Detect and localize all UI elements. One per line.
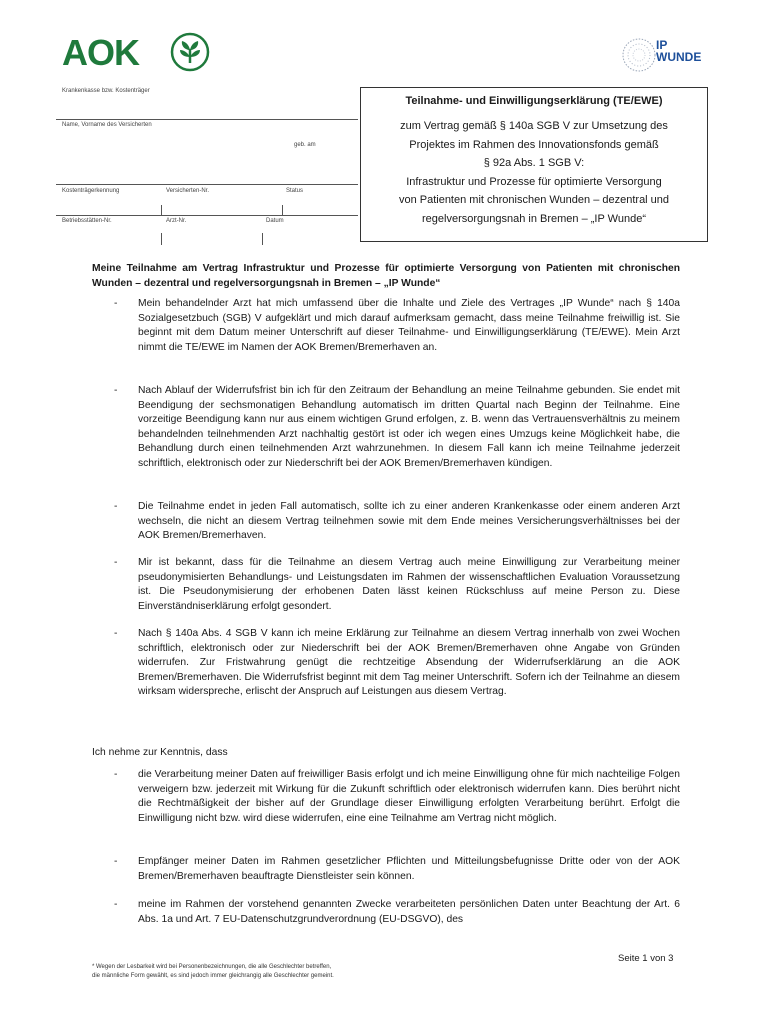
ip-logo-line1: IP <box>656 38 668 52</box>
list-item-text: Nach Ablauf der Widerrufsfrist bin ich für den Zeitraum der Behandlung an meine Teilnahme gebunden. Sie endet mit Beendigung der sechsmonatigen Behandlung automatisch im dritten Quartal nach Beginn der Teilnahme. Eine vorzeitige Beendigung kann nur aus einem wichtigen Grund erfolgen, z. B. wenn das Vertrauensverhältnis zu meinem behandelnden teilnehmenden Arzt nachhaltig gestört ist oder ich wegen eines Umzugs keine Möglichkeit habe, die Behandlung durch einen teilnehmenden Arzt wahrzunehmen. In diesem Fall kann ich meine Teilnahme jederzeit schriftlich, elektronisch oder zur Niederschrift bei der AOK Bremen/Bremerhaven kündigen. <box>138 385 680 469</box>
list-dash: - <box>114 385 118 396</box>
list-dash: - <box>114 501 118 512</box>
list-item <box>92 898 680 927</box>
list-item <box>92 384 680 471</box>
ip-wunde-globe-icon <box>620 36 658 74</box>
aok-wordmark: AOK <box>62 32 139 73</box>
list-dash: - <box>114 899 118 910</box>
status-label: Status <box>286 188 304 194</box>
list-dash: - <box>114 557 118 568</box>
document-title: Teilnahme- und Einwilligungserklärung (TE/EWE) <box>405 95 663 107</box>
ip-wunde-logo <box>620 36 715 74</box>
title-description <box>361 117 707 228</box>
list-item-text: die Verarbeitung meiner Daten auf freiwilliger Basis erfolgt und ich meine Einwilligung ohne für mich nachteilige Folgen verweigern bzw. jederzeit mit Wirkung für die Zukunft schriftlich oder elektronisch widerrufen kann. Dies berührt nicht die Rechtmäßigkeit der bisher auf der Grundlage dieser Einwilligung erfolgten Verarbeitung berührt. Erfolgt die Einwilligung nicht bzw. wird diese widerrufen, eine eine Teilnahme am Vertrag nicht möglich. <box>138 769 680 824</box>
list-item <box>92 500 680 544</box>
list-item-text: Mir ist bekannt, dass für die Teilnahme an diesem Vertrag auch meine Einwilligung zur Verarbeitung meiner pseudonymisierten Behandlungs- und Leistungsdaten im Rahmen der wissenschaftlichen Evaluation Voraussetzung ist. Die Pseudonymisierung der erhobenen Daten lässt keinen Rückschluss auf meine Person zu. Diese Einverständniserklärung erfolgt gesondert. <box>138 557 680 612</box>
divider <box>56 184 358 185</box>
ip-logo-line2: WUNDE <box>656 50 702 64</box>
page-number: Seite 1 von 3 <box>618 953 674 964</box>
footnote <box>92 963 334 981</box>
list-item <box>92 855 680 884</box>
krankenkasse-label: Krankenkasse bzw. Kostenträger <box>62 88 150 94</box>
field-separator <box>282 205 283 215</box>
field-separator <box>161 233 162 245</box>
list-item <box>92 297 680 355</box>
list-item <box>92 627 680 700</box>
name-label: Name, Vorname des Versicherten <box>62 122 152 128</box>
aok-tree-icon <box>170 32 210 72</box>
list-dash: - <box>114 298 118 309</box>
list-item <box>92 556 680 614</box>
list-dash: - <box>114 856 118 867</box>
title-line: § 92a Abs. 1 SGB V: <box>483 157 585 169</box>
title-line: Infrastruktur und Prozesse für optimierte Versorgung <box>406 175 662 188</box>
list-dash: - <box>114 628 118 639</box>
aok-logo <box>62 32 212 76</box>
title-line: von Patienten mit chronischen Wunden – dezentral und <box>398 194 670 206</box>
list-item-text: Mein behandelnder Arzt hat mich umfassend über die Inhalte und Ziele des Vertrages „IP Wunde“ nach § 140a Sozialgesetzbuch (SGB) V aufgeklärt und mich darauf aufmerksam gemacht, dass meine Teilnahme freiwillig ist. Sie beginnt mit dem Datum meiner Unterschrift auf dieser Teilnahme- und Einwilligungserklärung (TE/EWE). Mein Arzt nimmt die TE/EWE im Namen der AOK Bremen/Bremerhaven an. <box>138 298 680 353</box>
list-item-text: Empfänger meiner Daten im Rahmen gesetzlicher Pflichten und Mitteilungsbefugnisse Dritte oder von der AOK Bremen/Bremerhaven beauftragte Dienstleister sein können. <box>138 856 680 882</box>
datum-label: Datum <box>266 218 284 224</box>
footnote-line: die männliche Form gewählt, es sind jedoch immer gleichrangig alle Geschlechter gemeint. <box>92 973 334 979</box>
section-heading: Meine Teilnahme am Vertrag Infrastruktur und Prozesse für optimierte Versorgung von Patienten mit chronischen Wunden – dezentral und regelversorgungsnah in Bremen – „IP Wunde“ <box>92 263 680 289</box>
insurance-form <box>56 87 358 246</box>
title-box <box>360 87 708 242</box>
title-line: zum Vertrag gemäß § 140a SGB V zur Umsetzung des <box>400 120 668 132</box>
list-item-text: Nach § 140a Abs. 4 SGB V kann ich meine Erklärung zur Teilnahme an diesem Vertrag innerhalb von zwei Wochen schriftlich, elektronisch oder zur Niederschrift bei der AOK Bremen/Bremerhaven ohne Angabe von Gründen widerrufen. Zur Fristwahrung genügt die rechtzeitige Absendung der Widerrufserklärung an die AOK Bremen/Bremerhaven. Die Widerrufsfrist beginnt mit dem Tag meiner Unterschrift. Sofern ich der Teilnahme an diesem wirksam widerspreche, erlischt der Anspruch auf Leistungen aus diesem Vertrag. <box>138 628 680 697</box>
list-item-text: meine im Rahmen der vorstehend genannten Zwecke verarbeiteten persönlichen Daten unter Beachtung der Art. 6 Abs. 1a und Art. 7 EU-Datenschutzgrundverordnung (EU-DSGVO), des <box>138 899 680 925</box>
title-line: Projektes im Rahmen des Innovationsfonds gemäß <box>409 138 659 151</box>
arzt-nr-label: Arzt-Nr. <box>166 218 187 224</box>
field-separator <box>262 233 263 245</box>
list-dash: - <box>114 769 118 780</box>
list-item <box>92 768 680 826</box>
kostentraeger-label: Kostenträgerkennung <box>62 188 120 194</box>
divider <box>56 119 358 120</box>
field-separator <box>161 205 162 215</box>
title-line: regelversorgungsnah in Bremen – „IP Wunde“ <box>422 212 646 225</box>
kenntnis-intro: Ich nehme zur Kenntnis, dass <box>92 747 228 758</box>
geb-label: geb. am <box>294 142 316 148</box>
list-item-text: Die Teilnahme endet in jeden Fall automatisch, sollte ich zu einer anderen Krankenkasse oder einem anderen Arzt wechseln, die nicht an diesem Vertrag teilnehmen sowie mit dem Ende meines Versicherungsverhältnisses bei der AOK Bremen/Bremerhaven. <box>138 501 680 541</box>
betriebsstaetten-label: Betriebsstätten-Nr. <box>62 218 112 224</box>
versicherten-nr-label: Versicherten-Nr. <box>166 188 210 194</box>
divider <box>56 215 358 216</box>
footnote-line: * Wegen der Lesbarkeit wird bei Personenbezeichnungen, die alle Geschlechter betreffen, <box>92 964 332 970</box>
